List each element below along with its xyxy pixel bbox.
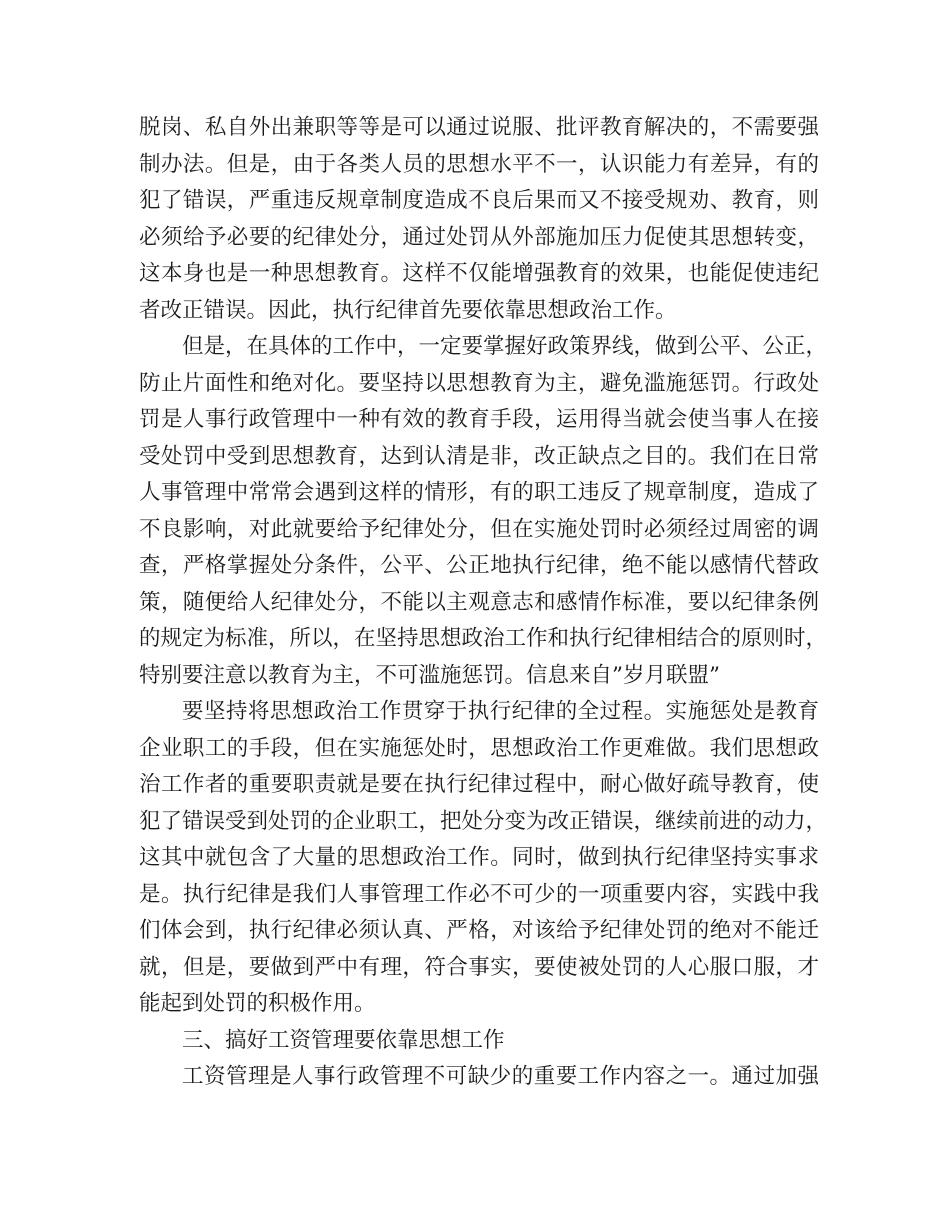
paragraph xyxy=(139,1059,819,1096)
text-line: 犯了错误，严重违反规章制度造成不良后果而又不接受规劝、教育，则 xyxy=(139,188,819,213)
text-line: 治工作者的重要职责就是要在执行纪律过程中，耐心做好疏导教育，使 xyxy=(139,772,819,797)
text-line: 就，但是，要做到严中有理，符合事实，要使被处罚的人心服口服，才 xyxy=(139,954,819,980)
paragraph xyxy=(139,110,819,329)
paragraph xyxy=(139,694,828,1023)
text-line: 制办法。但是，由于各类人员的思想水平不一，认识能力有差异，有的 xyxy=(139,151,819,177)
text-line: 但是，在具体的工作中，一定要掌握好政策界线，做到公平、公正， xyxy=(182,334,828,359)
text-line: 策，随便给人纪律处分，不能以主观意志和感情作标准，要以纪律条例 xyxy=(139,589,819,615)
document-body xyxy=(139,110,828,1096)
text-line: 要坚持将思想政治工作贯穿于执行纪律的全过程。实施惩处是教育 xyxy=(182,699,819,724)
text-line: 这其中就包含了大量的思想政治工作。同时，做到执行纪律坚持实事求 xyxy=(139,845,819,870)
text-line: 企业职工的手段，但在实施惩处时，思想政治工作更难做。我们思想政 xyxy=(139,735,819,761)
text-line: 罚是人事行政管理中一种有效的教育手段，运用得当就会使当事人在接 xyxy=(139,407,819,432)
text-line: 工资管理是人事行政管理不可缺少的重要工作内容之一。通过加强 xyxy=(182,1064,819,1089)
text-line: 的规定为标准，所以，在坚持思想政治工作和执行纪律相结合的原则时， xyxy=(139,626,828,651)
text-line: 犯了错误受到处罚的企业职工，把处分变为改正错误，继续前进的动力， xyxy=(139,808,828,834)
text-line: 受处罚中受到思想教育，达到认清是非，改正缺点之目的。我们在日常 xyxy=(139,443,819,469)
text-line: 人事管理中常常会遇到这样的情形，有的职工违反了规章制度，造成了 xyxy=(139,480,819,505)
section-heading xyxy=(139,1023,819,1060)
text-line: 这本身也是一种思想教育。这样不仅能增强教育的效果，也能促使违纪 xyxy=(139,261,819,286)
text-line: 能起到处罚的积极作用。 xyxy=(139,991,376,1016)
text-line: 们体会到，执行纪律必须认真、严格，对该给予纪律处罚的绝对不能迁 xyxy=(139,918,819,943)
text-line: 者改正错误。因此，执行纪律首先要依靠思想政治工作。 xyxy=(139,297,677,323)
text-line: 脱岗、私自外出兼职等等是可以通过说服、批评教育解决的，不需要强 xyxy=(139,115,819,140)
text-line: 不良影响，对此就要给予纪律处分，但在实施处罚时必须经过周密的调 xyxy=(139,516,819,542)
heading-line: 三、搞好工资管理要依靠思想工作 xyxy=(182,1027,505,1053)
text-line: 防止片面性和绝对化。要坚持以思想教育为主，避免滥施惩罚。行政处 xyxy=(139,370,819,396)
text-line: 是。执行纪律是我们人事管理工作必不可少的一项重要内容，实践中我 xyxy=(139,881,819,907)
text-line: 查，严格掌握处分条件，公平、公正地执行纪律，绝不能以感情代替政 xyxy=(139,553,819,578)
text-line: 特别要注意以教育为主，不可滥施惩罚。信息来自”岁月联盟” xyxy=(139,662,720,688)
paragraph xyxy=(139,329,828,694)
text-line: 必须给予必要的纪律处分，通过处罚从外部施加压力促使其思想转变， xyxy=(139,224,819,250)
